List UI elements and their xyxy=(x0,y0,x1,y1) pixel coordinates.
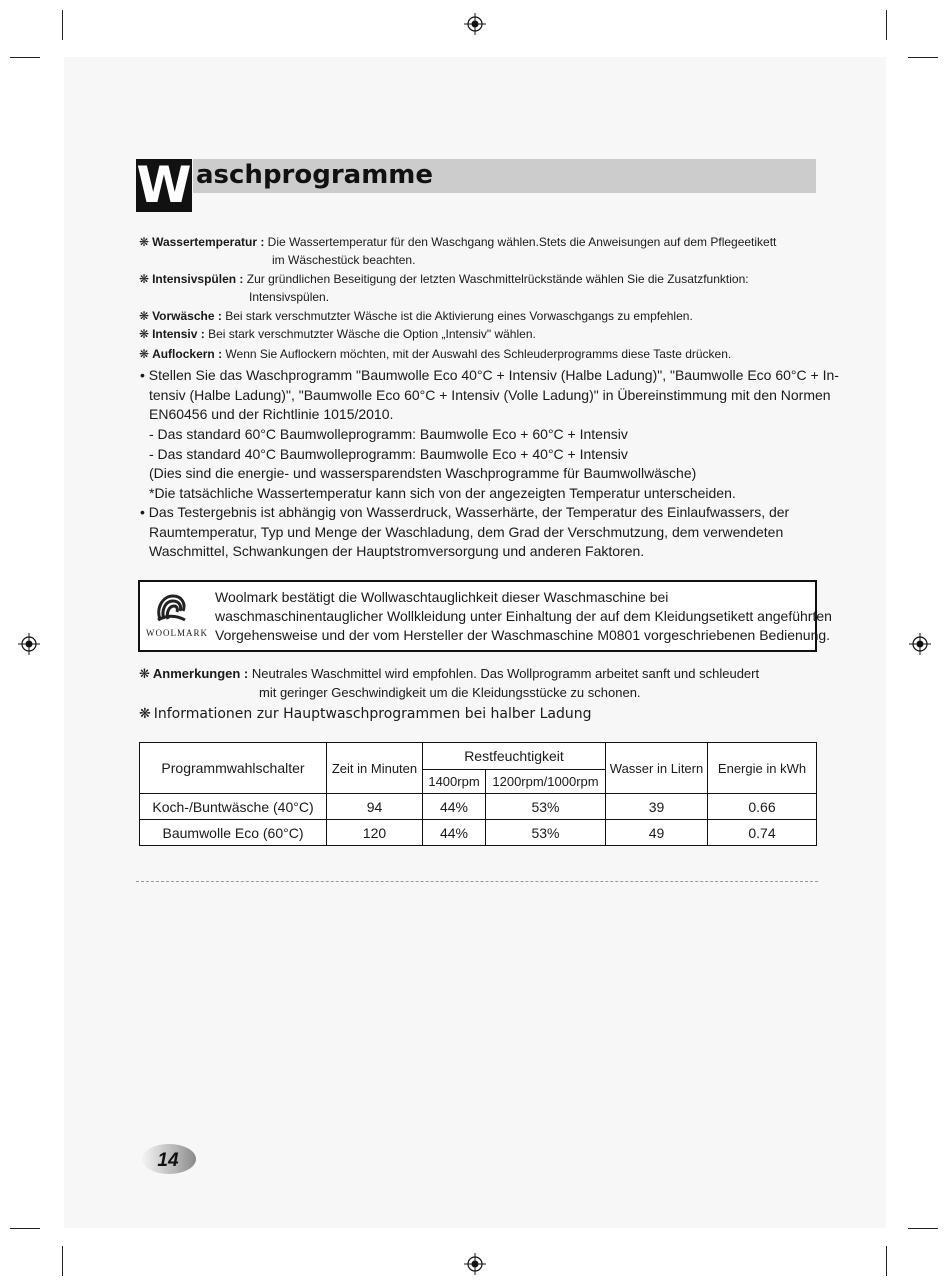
woolmark-line: waschmaschinentauglicher Wollkleidung unter Einhaltung der auf dem Kleidungsetikett angeführten xyxy=(215,608,832,624)
cell-moisture-1400: 44% xyxy=(423,794,486,820)
note-fluff xyxy=(139,345,731,363)
note-label: Vorwäsche : xyxy=(152,309,222,323)
body-line: *Die tatsächliche Wassertemperatur kann sich von der angezeigten Temperatur unterscheiden. xyxy=(149,485,736,501)
header-time: Zeit in Minuten xyxy=(327,743,423,794)
reference-mark-icon: ❋ xyxy=(139,327,150,341)
header-moisture: Restfeuchtigkeit xyxy=(423,743,606,770)
note-text: Wenn Sie Auflockern möchten, mit der Auswahl des Schleuderprogramms diese Taste drücken. xyxy=(225,347,732,361)
reference-mark-icon: ❋ xyxy=(139,347,150,361)
woolmark-box xyxy=(138,580,832,652)
reference-mark-icon: ❋ xyxy=(139,235,150,249)
crop-mark xyxy=(62,10,63,40)
table-row xyxy=(140,820,817,846)
note-label: Intensivspülen : xyxy=(152,272,244,286)
note-intensive-rinse xyxy=(139,270,749,288)
note-text: Die Wassertemperatur für den Waschgang wählen.Stets die Anweisungen auf dem Pflegeetikett xyxy=(267,235,777,249)
cell-moisture-1200: 53% xyxy=(486,794,606,820)
header-rpm-1400: 1400rpm xyxy=(423,770,486,794)
note-prewash xyxy=(139,307,693,325)
note-intensive xyxy=(139,325,536,343)
dashed-divider xyxy=(136,881,818,882)
crop-mark xyxy=(62,1246,63,1276)
info-heading xyxy=(139,705,592,725)
cell-water: 39 xyxy=(606,794,708,820)
header-program: Programmwahlschalter xyxy=(140,743,327,794)
program-table xyxy=(139,742,817,846)
woolmark-logo-icon xyxy=(154,591,188,625)
info-heading-text: Informationen zur Hauptwaschprogrammen bei halber Ladung xyxy=(153,706,592,722)
header-water: Wasser in Litern xyxy=(606,743,708,794)
body-line: (Dies sind die energie- und wassersparendsten Waschprogramme für Baumwollwäsche) xyxy=(149,465,697,481)
registration-mark-icon xyxy=(464,13,486,35)
reference-mark-icon: ❋ xyxy=(139,309,150,323)
reference-mark-icon: ❋ xyxy=(139,272,150,286)
registration-mark-icon xyxy=(464,1253,486,1275)
body-line: • Das Testergebnis ist abhängig von Wasserdruck, Wasserhärte, der Temperatur des Einlaufwassers, der xyxy=(140,504,790,520)
remarks-label: Anmerkungen : xyxy=(152,666,249,681)
page-number-badge xyxy=(138,1143,196,1175)
woolmark-line: Woolmark bestätigt die Wollwaschtauglichkeit dieser Waschmaschine bei xyxy=(215,589,669,605)
cell-moisture-1400: 44% xyxy=(423,820,486,846)
cell-energy: 0.66 xyxy=(708,794,817,820)
registration-mark-icon xyxy=(18,633,40,655)
cell-energy: 0.74 xyxy=(708,820,817,846)
woolmark-line: Vorgehensweise und der vom Hersteller der Waschmaschine M0801 vorgeschriebenen Bedienung. xyxy=(215,627,831,643)
crop-mark xyxy=(10,1228,40,1229)
header-energy: Energie in kWh xyxy=(708,743,817,794)
body-line: EN60456 und der Richtlinie 1015/2010. xyxy=(149,406,394,422)
crop-mark xyxy=(886,1246,887,1276)
table-row xyxy=(140,794,817,820)
note-label: Intensiv : xyxy=(152,327,205,341)
note-continuation: im Wäschestück beachten. xyxy=(272,253,416,267)
crop-mark xyxy=(10,57,40,58)
reference-mark-icon: ❋ xyxy=(139,706,151,722)
woolmark-logo-text: WOOLMARK xyxy=(146,628,208,638)
body-line: Raumtemperatur, Typ und Menge der Waschladung, dem Grad der Verschmutzung, dem verwendeten xyxy=(149,524,784,540)
note-text: Bei stark verschmutzter Wäsche die Option „Intensiv" wählen. xyxy=(208,327,536,341)
reference-mark-icon: ❋ xyxy=(139,666,150,681)
note-label: Auflockern : xyxy=(152,347,223,361)
note-text: Zur gründlichen Beseitigung der letzten Waschmittelrückstände wählen Sie die Zusatzfunktion: xyxy=(246,272,749,286)
note-text: Bei stark verschmutzter Wäsche ist die Aktivierung eines Vorwaschgangs zu empfehlen. xyxy=(225,309,693,323)
woolmark-text xyxy=(215,588,832,645)
body-line: - Das standard 60°C Baumwolleprogramm: Baumwolle Eco + 60°C + Intensiv xyxy=(149,426,628,442)
note-continuation: Intensivspülen. xyxy=(249,290,330,304)
cell-time: 120 xyxy=(327,820,423,846)
note-label: Wassertemperatur : xyxy=(152,235,265,249)
crop-mark xyxy=(886,10,887,40)
body-line: - Das standard 40°C Baumwolleprogramm: Baumwolle Eco + 40°C + Intensiv xyxy=(149,446,628,462)
body-line: Waschmittel, Schwankungen der Hauptstromversorgung und anderen Faktoren. xyxy=(149,543,645,559)
body-line: • Stellen Sie das Waschprogramm "Baumwolle Eco 40°C + Intensiv (Halbe Ladung)", "Baumwolle Eco 60°C + In- xyxy=(140,367,839,383)
remarks-continuation: mit geringer Geschwindigkeit um die Kleidungsstücke zu schonen. xyxy=(259,685,641,700)
title-initial: W xyxy=(136,156,192,214)
cell-program: Koch-/Buntwäsche (40°C) xyxy=(140,794,327,820)
cell-water: 49 xyxy=(606,820,708,846)
header-rpm-1200-1000: 1200rpm/1000rpm xyxy=(486,770,606,794)
registration-mark-icon xyxy=(909,633,931,655)
note-water-temperature xyxy=(139,233,776,251)
page-number: 14 xyxy=(157,1150,179,1171)
cell-moisture-1200: 53% xyxy=(486,820,606,846)
cell-program: Baumwolle Eco (60°C) xyxy=(140,820,327,846)
page-title: aschprogramme xyxy=(196,160,434,190)
cell-time: 94 xyxy=(327,794,423,820)
crop-mark xyxy=(908,1228,938,1229)
body-line: tensiv (Halbe Ladung)", "Baumwolle Eco 60°C + Intensiv (Volle Ladung)" in Übereinstimmung mit den Normen xyxy=(149,387,831,403)
crop-mark xyxy=(908,57,938,58)
remarks xyxy=(139,665,759,683)
remarks-text: Neutrales Waschmittel wird empfohlen. Das Wollprogramm arbeitet sanft und schleudert xyxy=(251,666,760,681)
